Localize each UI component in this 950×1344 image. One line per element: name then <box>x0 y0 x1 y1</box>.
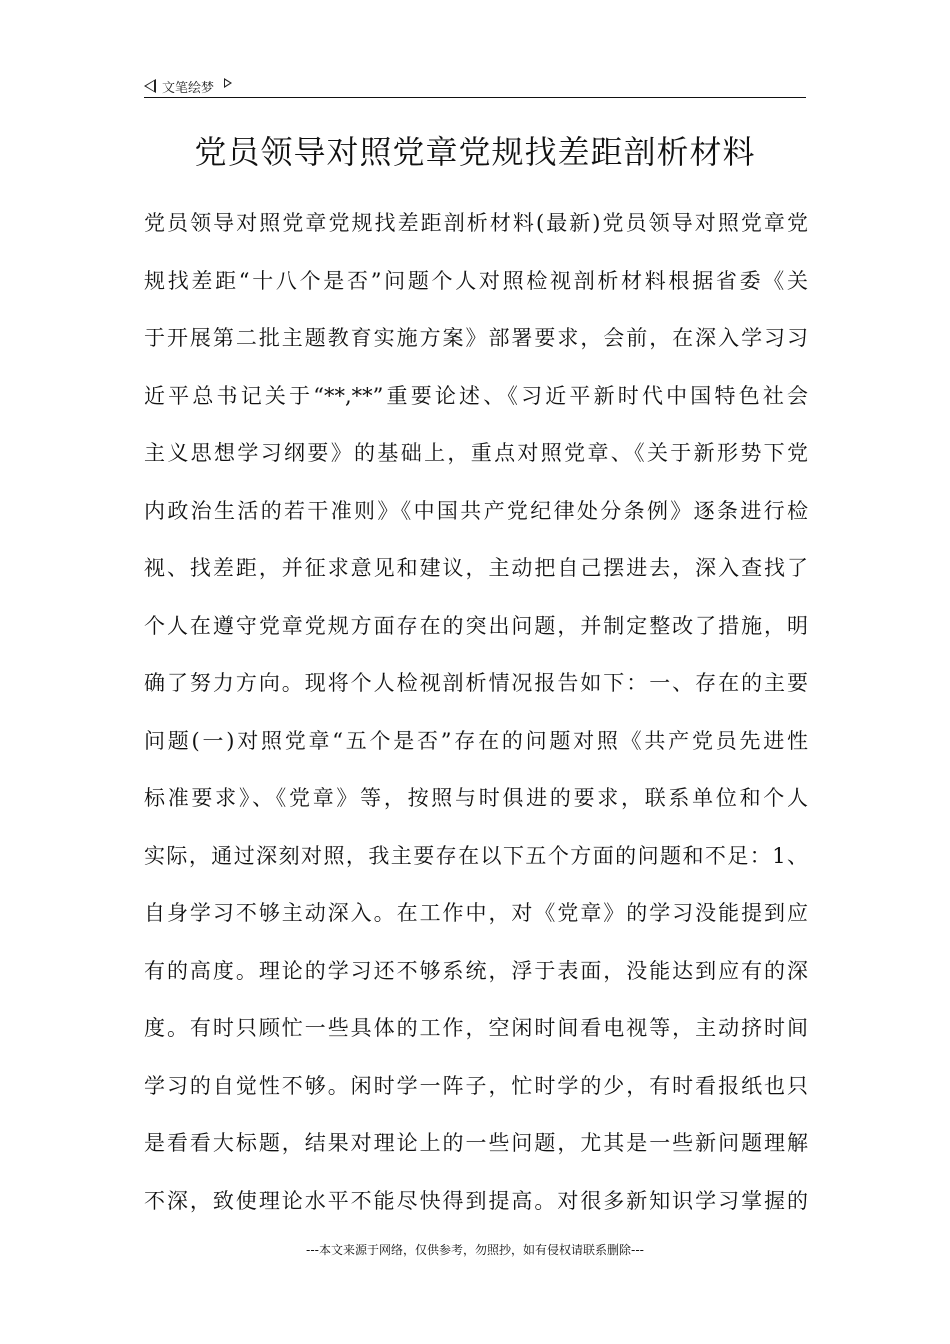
text-line: 规找差距“十八个是否”问题个人对照检视剖析材料根据省委《关 <box>144 268 808 293</box>
text-line: 标准要求》、《党章》等，按照与时俱进的要求，联系单位和个人 <box>144 786 808 810</box>
text-line: 有的高度。理论的学习还不够系统，浮于表面，没能达到应有的深 <box>144 958 808 983</box>
text-line: 确了努力方向。现将个人检视剖析情况报告如下：一、存在的主要 <box>144 671 808 695</box>
text-line: 不深，致使理论水平不能尽快得到提高。对很多新知识学习掌握的 <box>144 1188 808 1213</box>
text-line: 于开展第二批主题教育实施方案》部署要求，会前，在深入学习习 <box>144 326 808 350</box>
text-line: 近平总书记关于“**,**”重要论述、《习近平新时代中国特色社会 <box>144 383 808 408</box>
page-footer-disclaimer: ---本文来源于网络，仅供参考，勿照抄，如有侵权请联系删除--- <box>306 1243 644 1257</box>
text-line: 自身学习不够主动深入。在工作中，对《党章》的学习没能提到应 <box>144 901 808 925</box>
header-label: 文笔绘梦 <box>162 80 215 96</box>
text-line: 党员领导对照党章党规找差距剖析材料(最新)党员领导对照党章党 <box>144 211 808 235</box>
text-line: 度。有时只顾忙一些具体的工作，空闲时间看电视等，主动挤时间 <box>144 1016 808 1040</box>
text-line: 实际，通过深刻对照，我主要存在以下五个方面的问题和不足：1、 <box>144 843 808 868</box>
text-line: 内政治生活的若干准则》《中国共产党纪律处分条例》逐条进行检 <box>144 498 808 523</box>
text-line: 个人在遵守党章党规方面存在的突出问题，并制定整改了措施，明 <box>144 613 808 638</box>
right-triangle-icon <box>224 78 232 88</box>
text-line: 是看看大标题，结果对理论上的一些问题，尤其是一些新问题理解 <box>144 1131 808 1155</box>
header-divider <box>144 97 806 98</box>
page-header <box>144 74 806 98</box>
document-body <box>144 200 808 1235</box>
text-line: 主义思想学习纲要》的基础上，重点对照党章、《关于新形势下党 <box>144 441 808 465</box>
text-line: 视、找差距，并征求意见和建议，主动把自己摆进去，深入查找了 <box>144 556 808 580</box>
left-triangle-icon <box>144 79 156 93</box>
text-line: 问题(一)对照党章“五个是否”存在的问题对照《共产党员先进性 <box>144 728 808 753</box>
text-line: 学习的自觉性不够。闲时学一阵子，忙时学的少，有时看报纸也只 <box>144 1073 808 1098</box>
document-title: 党员领导对照党章党规找差距剖析材料 <box>194 133 756 171</box>
